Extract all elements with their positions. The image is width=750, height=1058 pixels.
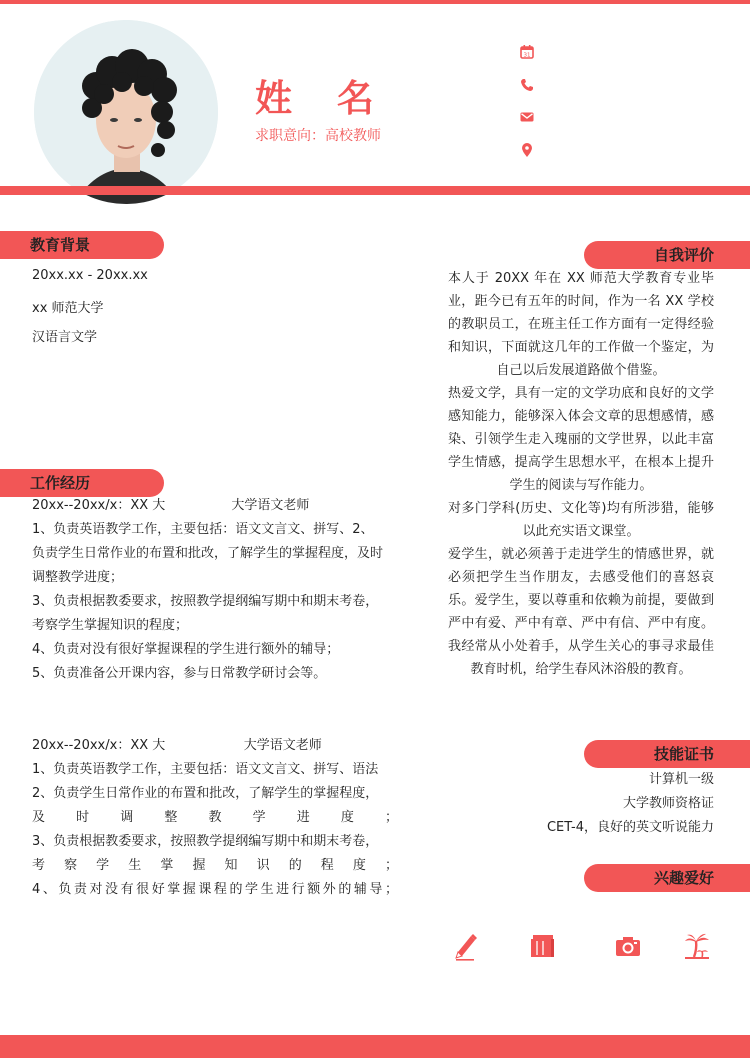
education-school: xx 师范大学	[32, 301, 104, 316]
education-major: 汉语言文学	[32, 330, 98, 345]
calendar-icon	[519, 44, 535, 60]
work-line: 2、负责学生日常作业的布置和批改，了解学生的掌握程度，	[32, 786, 379, 801]
skills-section-title: 技能证书	[584, 740, 750, 768]
job-intention: 求职意向：高校教师	[255, 128, 381, 144]
footer-band	[0, 1035, 750, 1058]
self-eval-section-title: 自我评价	[584, 241, 750, 269]
work-section-title: 工作经历	[0, 469, 164, 497]
work-line: 及时调整教学进度；	[32, 810, 398, 825]
phone-icon	[519, 77, 535, 93]
work-entry-head: 20xx--20xx/x：XX 大 大学语文老师	[32, 738, 322, 753]
work-line: 1、负责英语教学工作，主要包括：语文文言文、拼写、语法	[32, 762, 379, 777]
books-icon	[528, 931, 556, 961]
work-entry-2	[32, 734, 398, 902]
work-line: 4、负责对没有很好掌握课程的学生进行额外的辅导；	[32, 642, 340, 657]
skill-item: 大学教师资格证	[622, 796, 714, 811]
self-eval-paragraph: 爱学生，就必须善于走进学生的情感世界，就必须把学生当作朋友，去感受他们的喜怒哀乐。爱学生，要以尊重和依赖为前提，要做到严中有爱、严中有章、严中有信、严中有度。我经常从小处着手，从学生关心的事寻求最佳教育时机，给学生春风沐浴般的教育。	[448, 547, 714, 677]
self-eval-paragraph: 本人于 20XX 年在 XX 师范大学教育专业毕业，距今已有五年的时间，作为一名 XX 学校的教职员工，在班主任工作方面有一定得经验和知识，下面就这几年的工作做一个鉴定，为自己以后发展道路做个借鉴。	[448, 271, 714, 378]
skills-list	[547, 768, 714, 840]
work-line: 3、负责根据教委要求，按照教学提纲编写期中和期末考卷，	[32, 834, 379, 849]
location-icon	[519, 142, 535, 158]
work-line: 调整教学进度；	[32, 570, 124, 585]
top-accent-line	[0, 0, 750, 4]
avatar	[34, 20, 218, 204]
work-line: 3、负责根据教委要求，按照教学提纲编写期中和期末考卷，	[32, 594, 379, 609]
camera-icon	[614, 931, 642, 961]
mail-icon	[519, 109, 535, 125]
skill-item: 计算机一级	[648, 772, 714, 787]
work-entry-head: 20xx--20xx/x：XX 大 大学语文老师	[32, 498, 310, 513]
pencil-icon	[452, 931, 480, 961]
work-line: 负责学生日常作业的布置和批改，了解学生的掌握程度，及时	[32, 546, 384, 561]
work-line: 考察学生掌握知识的程度；	[32, 858, 398, 873]
work-line: 4、负责对没有很好掌握课程的学生进行额外的辅导；	[32, 882, 398, 897]
work-line: 1、负责英语教学工作，主要包括：语文文言文、拼写、2、	[32, 522, 374, 537]
hobbies-section-title: 兴趣爱好	[584, 864, 750, 892]
applicant-name: 姓 名	[255, 77, 390, 120]
education-period: 20xx.xx - 20xx.xx	[32, 268, 148, 283]
work-entry-1	[32, 494, 398, 686]
self-eval-paragraph: 对多门学科(历史、文化等)均有所涉猎，能够以此充实语文课堂。	[448, 501, 714, 539]
work-line: 5、负责准备公开课内容，参与日常教学研讨会等。	[32, 666, 327, 681]
skill-item: CET-4，良好的英文听说能力	[546, 820, 714, 835]
education-section-title: 教育背景	[0, 231, 164, 259]
self-eval-paragraph: 热爱文学，具有一定的文学功底和良好的文学感知能力，能够深入体会文章的思想感情，感染、引领学生走入瑰丽的文学世界，以此丰富学生情感，提高学生思想水平，在根本上提升学生的阅读与写作能力。	[448, 386, 714, 493]
palm-tree-icon	[683, 931, 711, 961]
svg-text:31: 31	[523, 52, 531, 59]
self-eval-text	[448, 267, 714, 681]
work-line: 考察学生掌握知识的程度；	[32, 618, 189, 633]
header-divider-band	[0, 186, 750, 195]
